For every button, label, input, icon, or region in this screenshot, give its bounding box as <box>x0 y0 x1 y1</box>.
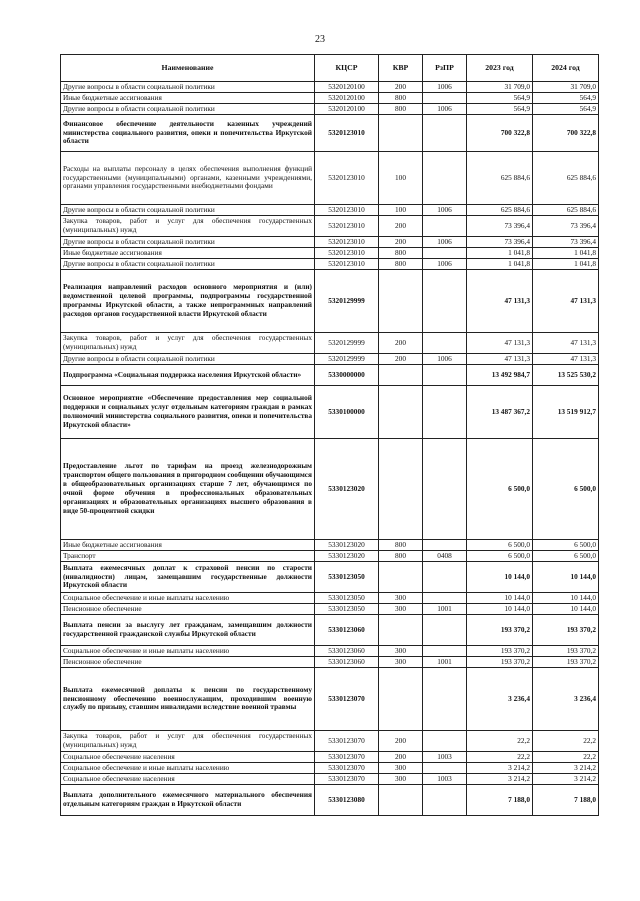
row-value-2024: 47 131,3 <box>533 354 599 365</box>
table-row <box>61 248 599 259</box>
row-kvr: 100 <box>379 205 423 216</box>
row-code: 5330123050 <box>315 593 379 604</box>
row-value-2023: 13 487 367,2 <box>467 386 533 439</box>
row-name: Финансовое обеспечение деятельности казенных учреждений министерства социального развития, опеки и попечительства Иркутской области <box>61 115 315 152</box>
row-name: Закупка товаров, работ и услуг для обеспечения государственных (муниципальных) нужд <box>61 731 315 752</box>
row-value-2024: 22,2 <box>533 731 599 752</box>
row-rzpr: 1006 <box>423 205 467 216</box>
row-value-2023: 22,2 <box>467 731 533 752</box>
row-value-2023: 73 396,4 <box>467 237 533 248</box>
row-code: 5320123010 <box>315 216 379 237</box>
table-row <box>61 386 599 439</box>
header-rzpr: РзПР <box>423 55 467 82</box>
row-value-2024: 47 131,3 <box>533 333 599 354</box>
row-kvr: 200 <box>379 731 423 752</box>
row-code: 5330123070 <box>315 668 379 731</box>
row-name: Пенсионное обеспечение <box>61 657 315 668</box>
row-rzpr <box>423 593 467 604</box>
row-value-2023: 10 144,0 <box>467 604 533 615</box>
row-value-2024: 3 214,2 <box>533 763 599 774</box>
row-value-2024: 3 214,2 <box>533 774 599 785</box>
row-value-2023: 47 131,3 <box>467 333 533 354</box>
row-value-2023: 3 214,2 <box>467 774 533 785</box>
row-name: Другие вопросы в области социальной политики <box>61 259 315 270</box>
row-name: Другие вопросы в области социальной политики <box>61 82 315 93</box>
table-row <box>61 540 599 551</box>
row-code: 5330123050 <box>315 562 379 593</box>
table-row <box>61 551 599 562</box>
row-kvr: 200 <box>379 752 423 763</box>
row-code: 5330100000 <box>315 386 379 439</box>
table-row <box>61 270 599 333</box>
row-rzpr <box>423 785 467 816</box>
row-rzpr <box>423 270 467 333</box>
row-code: 5330123070 <box>315 774 379 785</box>
table-row <box>61 333 599 354</box>
row-value-2023: 47 131,3 <box>467 354 533 365</box>
header-name: Наименование <box>61 55 315 82</box>
row-value-2024: 1 041,8 <box>533 259 599 270</box>
row-value-2024: 73 396,4 <box>533 216 599 237</box>
row-value-2024: 1 041,8 <box>533 248 599 259</box>
row-name: Основное мероприятие «Обеспечение предоставления мер социальной поддержки и социальных услуг отдельным категориям граждан в рамках полномочий министерства социального развития, опеки и попечительства Иркутской области» <box>61 386 315 439</box>
row-name: Социальное обеспечение и иные выплаты населению <box>61 763 315 774</box>
row-kvr <box>379 785 423 816</box>
row-name: Выплата дополнительного ежемесячного материального обеспечения отдельным категориям граждан в Иркутской области <box>61 785 315 816</box>
table-row <box>61 205 599 216</box>
row-kvr <box>379 270 423 333</box>
row-kvr: 800 <box>379 248 423 259</box>
row-rzpr <box>423 152 467 205</box>
row-code: 5330123050 <box>315 604 379 615</box>
row-rzpr <box>423 439 467 540</box>
row-name: Другие вопросы в области социальной политики <box>61 354 315 365</box>
row-kvr <box>379 386 423 439</box>
row-value-2023: 6 500,0 <box>467 540 533 551</box>
row-value-2024: 13 519 912,7 <box>533 386 599 439</box>
table-row <box>61 354 599 365</box>
table-row <box>61 604 599 615</box>
header-2024: 2024 год <box>533 55 599 82</box>
row-rzpr: 1001 <box>423 604 467 615</box>
table-row <box>61 115 599 152</box>
row-value-2023: 13 492 984,7 <box>467 365 533 386</box>
row-code: 5330123020 <box>315 540 379 551</box>
row-value-2023: 10 144,0 <box>467 562 533 593</box>
row-value-2024: 700 322,8 <box>533 115 599 152</box>
row-value-2024: 10 144,0 <box>533 604 599 615</box>
row-code: 5330123070 <box>315 731 379 752</box>
row-value-2023: 564,9 <box>467 93 533 104</box>
row-kvr: 300 <box>379 593 423 604</box>
table-row <box>61 93 599 104</box>
table-row <box>61 774 599 785</box>
table-row <box>61 593 599 604</box>
row-name: Подпрограмма «Социальная поддержка населения Иркутской области» <box>61 365 315 386</box>
row-kvr: 300 <box>379 604 423 615</box>
row-rzpr: 1003 <box>423 774 467 785</box>
row-kvr: 800 <box>379 259 423 270</box>
row-value-2024: 10 144,0 <box>533 562 599 593</box>
row-rzpr <box>423 668 467 731</box>
row-value-2024: 6 500,0 <box>533 551 599 562</box>
row-value-2023: 7 188,0 <box>467 785 533 816</box>
row-rzpr <box>423 216 467 237</box>
budget-table <box>60 54 599 816</box>
row-value-2024: 6 500,0 <box>533 439 599 540</box>
row-kvr: 800 <box>379 551 423 562</box>
row-code: 5330123020 <box>315 551 379 562</box>
row-kvr <box>379 562 423 593</box>
row-kvr: 300 <box>379 657 423 668</box>
row-value-2024: 625 884,6 <box>533 205 599 216</box>
row-kvr <box>379 615 423 646</box>
row-kvr: 300 <box>379 763 423 774</box>
row-rzpr <box>423 562 467 593</box>
row-rzpr <box>423 731 467 752</box>
row-kvr: 800 <box>379 540 423 551</box>
row-name: Иные бюджетные ассигнования <box>61 248 315 259</box>
row-value-2023: 73 396,4 <box>467 216 533 237</box>
table-row <box>61 439 599 540</box>
page-number: 23 <box>315 34 325 45</box>
row-name: Пенсионное обеспечение <box>61 604 315 615</box>
row-code: 5330123020 <box>315 439 379 540</box>
row-rzpr: 1006 <box>423 237 467 248</box>
row-code: 5320129999 <box>315 354 379 365</box>
row-rzpr <box>423 386 467 439</box>
row-name: Другие вопросы в области социальной политики <box>61 104 315 115</box>
table-row <box>61 216 599 237</box>
row-rzpr <box>423 763 467 774</box>
row-name: Выплата пенсии за выслугу лет гражданам, замещавшим должности государственной гражданской службы Иркутской области <box>61 615 315 646</box>
row-value-2023: 6 500,0 <box>467 551 533 562</box>
row-value-2023: 10 144,0 <box>467 593 533 604</box>
row-value-2023: 625 884,6 <box>467 152 533 205</box>
row-kvr <box>379 115 423 152</box>
header-2023: 2023 год <box>467 55 533 82</box>
row-rzpr <box>423 615 467 646</box>
row-kvr <box>379 668 423 731</box>
row-value-2024: 31 709,0 <box>533 82 599 93</box>
row-rzpr <box>423 248 467 259</box>
row-code: 5320120100 <box>315 82 379 93</box>
row-value-2024: 3 236,4 <box>533 668 599 731</box>
row-name: Иные бюджетные ассигнования <box>61 93 315 104</box>
table-row <box>61 82 599 93</box>
row-value-2024: 47 131,3 <box>533 270 599 333</box>
row-name: Выплата ежемесячной доплаты к пенсии по государственному пенсионному обеспечению военнослужащим, проходившим военную службу по призыву, ставшим инвалидами вследствие военной травмы <box>61 668 315 731</box>
table-row <box>61 104 599 115</box>
row-code: 5320129999 <box>315 270 379 333</box>
row-value-2024: 625 884,6 <box>533 152 599 205</box>
row-kvr: 800 <box>379 93 423 104</box>
table-row <box>61 763 599 774</box>
row-kvr <box>379 365 423 386</box>
row-name: Другие вопросы в области социальной политики <box>61 237 315 248</box>
table-body <box>61 82 599 816</box>
row-code: 5330123080 <box>315 785 379 816</box>
row-value-2024: 193 370,2 <box>533 657 599 668</box>
row-code: 5320123010 <box>315 259 379 270</box>
row-kvr: 300 <box>379 646 423 657</box>
row-rzpr: 1001 <box>423 657 467 668</box>
row-code: 5330123070 <box>315 752 379 763</box>
row-kvr: 200 <box>379 216 423 237</box>
row-kvr: 100 <box>379 152 423 205</box>
row-rzpr <box>423 333 467 354</box>
row-value-2024: 564,9 <box>533 93 599 104</box>
row-value-2023: 22,2 <box>467 752 533 763</box>
row-code: 5320129999 <box>315 333 379 354</box>
row-rzpr <box>423 93 467 104</box>
row-value-2024: 193 370,2 <box>533 615 599 646</box>
row-rzpr: 1003 <box>423 752 467 763</box>
row-rzpr: 1006 <box>423 259 467 270</box>
row-rzpr: 1006 <box>423 354 467 365</box>
row-value-2024: 73 396,4 <box>533 237 599 248</box>
row-value-2024: 6 500,0 <box>533 540 599 551</box>
table-row <box>61 657 599 668</box>
row-name: Закупка товаров, работ и услуг для обеспечения государственных (муниципальных) нужд <box>61 216 315 237</box>
row-value-2023: 564,9 <box>467 104 533 115</box>
table-row <box>61 752 599 763</box>
row-value-2023: 1 041,8 <box>467 259 533 270</box>
row-code: 5330123060 <box>315 615 379 646</box>
table-row <box>61 646 599 657</box>
row-code: 5320120100 <box>315 104 379 115</box>
row-code: 5330123060 <box>315 646 379 657</box>
row-rzpr <box>423 646 467 657</box>
table-row <box>61 152 599 205</box>
header-code: КЦСР <box>315 55 379 82</box>
row-name: Социальное обеспечение населения <box>61 752 315 763</box>
table-row <box>61 668 599 731</box>
row-value-2024: 13 525 530,2 <box>533 365 599 386</box>
row-name: Транспорт <box>61 551 315 562</box>
row-value-2023: 700 322,8 <box>467 115 533 152</box>
row-value-2024: 10 144,0 <box>533 593 599 604</box>
row-value-2023: 625 884,6 <box>467 205 533 216</box>
row-rzpr: 1006 <box>423 104 467 115</box>
row-value-2023: 1 041,8 <box>467 248 533 259</box>
row-kvr: 200 <box>379 354 423 365</box>
row-rzpr <box>423 365 467 386</box>
row-value-2024: 564,9 <box>533 104 599 115</box>
table-row <box>61 615 599 646</box>
row-rzpr: 1006 <box>423 82 467 93</box>
row-name: Расходы на выплаты персоналу в целях обеспечения выполнения функций государственными (муниципальными) органами, казенными учреждениями, органами управления государственными внебюджетными фондами <box>61 152 315 205</box>
row-code: 5320120100 <box>315 93 379 104</box>
row-kvr <box>379 439 423 540</box>
row-value-2023: 47 131,3 <box>467 270 533 333</box>
table-row <box>61 237 599 248</box>
row-name: Социальное обеспечение и иные выплаты населению <box>61 593 315 604</box>
row-kvr: 200 <box>379 333 423 354</box>
row-name: Иные бюджетные ассигнования <box>61 540 315 551</box>
row-code: 5330123070 <box>315 763 379 774</box>
table-row <box>61 259 599 270</box>
row-value-2024: 7 188,0 <box>533 785 599 816</box>
row-name: Выплата ежемесячных доплат к страховой пенсии по старости (инвалидности) лицам, замещавшим государственные должности Иркутской области <box>61 562 315 593</box>
row-value-2023: 193 370,2 <box>467 646 533 657</box>
row-rzpr <box>423 115 467 152</box>
row-value-2023: 31 709,0 <box>467 82 533 93</box>
row-kvr: 300 <box>379 774 423 785</box>
row-code: 5330000000 <box>315 365 379 386</box>
row-code: 5320123010 <box>315 237 379 248</box>
table-header-row <box>61 55 599 82</box>
row-value-2024: 193 370,2 <box>533 646 599 657</box>
row-name: Социальное обеспечение и иные выплаты населению <box>61 646 315 657</box>
row-name: Предоставление льгот по тарифам на проезд железнодорожным транспортом общего пользования в пригородном сообщении обучающимся в общеобразовательных организациях старше 7 лет, обучающимся по очной форме обучения в профессиональных образовательных организациях и образовательных организациях высшего образования в виде 50-процентной скидки <box>61 439 315 540</box>
row-name: Другие вопросы в области социальной политики <box>61 205 315 216</box>
row-kvr: 200 <box>379 82 423 93</box>
row-rzpr: 0408 <box>423 551 467 562</box>
row-value-2023: 193 370,2 <box>467 615 533 646</box>
row-code: 5320123010 <box>315 152 379 205</box>
row-rzpr <box>423 540 467 551</box>
row-kvr: 200 <box>379 237 423 248</box>
row-value-2023: 6 500,0 <box>467 439 533 540</box>
table-row <box>61 785 599 816</box>
row-value-2024: 22,2 <box>533 752 599 763</box>
header-kvr: КВР <box>379 55 423 82</box>
row-code: 5330123060 <box>315 657 379 668</box>
row-name: Социальное обеспечение населения <box>61 774 315 785</box>
row-code: 5320123010 <box>315 205 379 216</box>
table-row <box>61 562 599 593</box>
row-value-2023: 3 236,4 <box>467 668 533 731</box>
row-name: Реализация направлений расходов основного мероприятия и (или) ведомственной целевой программы, подпрограммы государственной программы Иркутской области, а также непрограммных направлений расходов органов государственной власти Иркутской области <box>61 270 315 333</box>
table-row <box>61 731 599 752</box>
row-value-2023: 3 214,2 <box>467 763 533 774</box>
row-name: Закупка товаров, работ и услуг для обеспечения государственных (муниципальных) нужд <box>61 333 315 354</box>
row-kvr: 800 <box>379 104 423 115</box>
row-code: 5320123010 <box>315 248 379 259</box>
table-row <box>61 365 599 386</box>
row-code: 5320123010 <box>315 115 379 152</box>
row-value-2023: 193 370,2 <box>467 657 533 668</box>
